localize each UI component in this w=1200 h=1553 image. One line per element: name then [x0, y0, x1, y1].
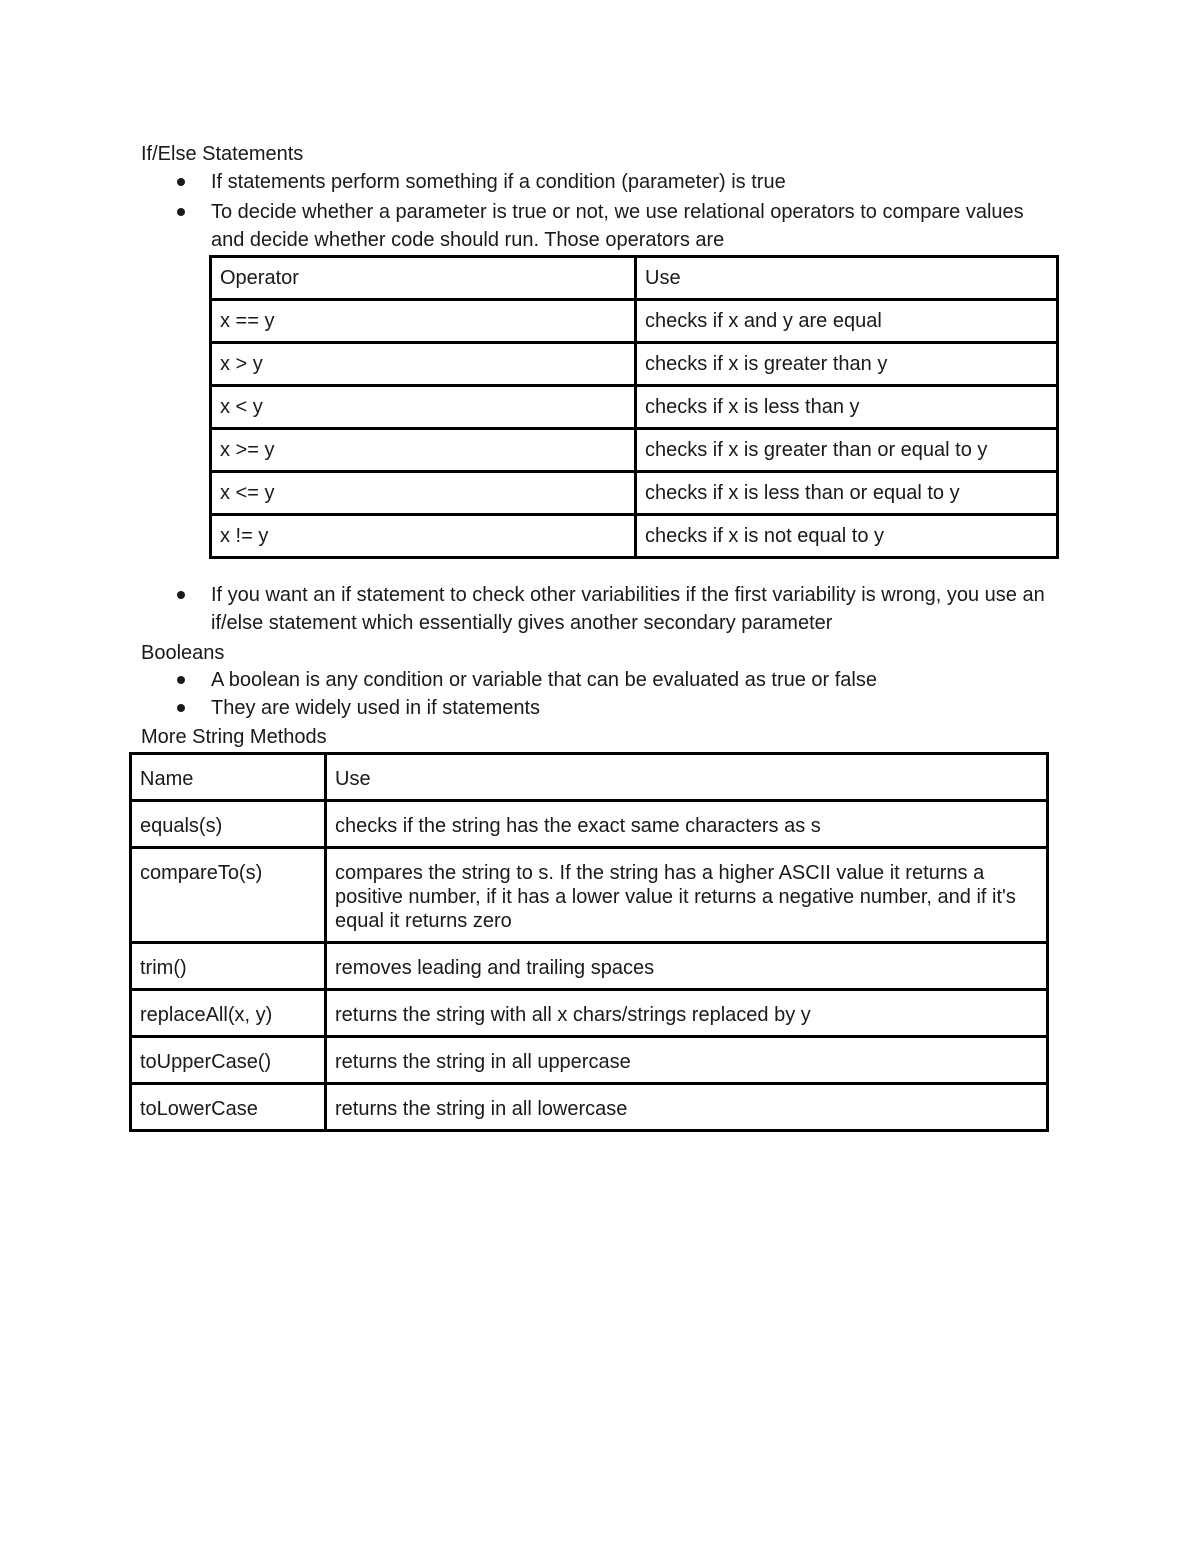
bullet-text: If statements perform something if a condition (parameter) is true: [211, 171, 786, 193]
operators-table: [209, 255, 1059, 559]
bullet-text: To decide whether a parameter is true or not, we use relational operators to compare values and decide whether code should run. Those operators are: [211, 201, 1024, 251]
bullet-icon: [177, 178, 185, 186]
use-cell: checks if x is not equal to y: [636, 515, 1058, 558]
method-use-cell: returns the string with all x chars/strings replaced by y: [326, 990, 1048, 1037]
string-methods-table: [129, 752, 1049, 1132]
operator-cell: x >= y: [211, 429, 636, 472]
bullet-text: A boolean is any condition or variable that can be evaluated as true or false: [211, 669, 877, 691]
table-header-row: [211, 257, 1058, 300]
use-cell: checks if x and y are equal: [636, 300, 1058, 343]
bullet-item: [211, 581, 1051, 637]
table-row: [131, 990, 1048, 1037]
use-cell: checks if x is greater than y: [636, 343, 1058, 386]
operator-cell: x > y: [211, 343, 636, 386]
bullet-item: [211, 694, 1051, 722]
table-header-cell: Use: [636, 257, 1058, 300]
operator-cell: x <= y: [211, 472, 636, 515]
bullet-text: They are widely used in if statements: [211, 697, 541, 719]
bullet-icon: [177, 591, 185, 599]
method-use-cell: removes leading and trailing spaces: [326, 943, 1048, 990]
use-cell: checks if x is less than or equal to y: [636, 472, 1058, 515]
table-row: [211, 429, 1058, 472]
method-use-cell: returns the string in all uppercase: [326, 1037, 1048, 1084]
method-name-cell: replaceAll(x, y): [131, 990, 326, 1037]
heading-if-else: If/Else Statements: [141, 143, 304, 165]
method-use-cell: checks if the string has the exact same characters as s: [326, 801, 1048, 848]
table-row: [211, 300, 1058, 343]
bullet-icon: [177, 208, 185, 216]
bullet-item: [211, 666, 1051, 694]
use-cell: checks if x is less than y: [636, 386, 1058, 429]
table-row: [131, 1084, 1048, 1131]
operator-cell: x < y: [211, 386, 636, 429]
method-name-cell: equals(s): [131, 801, 326, 848]
table-header-cell: Operator: [211, 257, 636, 300]
operator-cell: x != y: [211, 515, 636, 558]
table-row: [211, 515, 1058, 558]
table-header-cell: Name: [131, 754, 326, 801]
table-row: [131, 801, 1048, 848]
bullet-text: If you want an if statement to check other variabilities if the first variability is wrong, you use an if/else statement which essentially gives another secondary parameter: [211, 584, 1045, 634]
table-row: [131, 848, 1048, 943]
method-name-cell: compareTo(s): [131, 848, 326, 943]
table-row: [211, 472, 1058, 515]
method-use-cell: compares the string to s. If the string has a higher ASCII value it returns a positive number, if it has a lower value it returns a negative number, and if it's equal it returns zero: [326, 848, 1048, 943]
heading-string-methods: More String Methods: [141, 726, 327, 748]
method-name-cell: toLowerCase: [131, 1084, 326, 1131]
table-header-row: [131, 754, 1048, 801]
use-cell: checks if x is greater than or equal to y: [636, 429, 1058, 472]
table-row: [211, 386, 1058, 429]
heading-booleans: Booleans: [141, 642, 225, 664]
table-row: [131, 1037, 1048, 1084]
table-row: [211, 343, 1058, 386]
operator-cell: x == y: [211, 300, 636, 343]
bullet-item: [211, 198, 1051, 254]
table-row: [131, 943, 1048, 990]
method-use-cell: returns the string in all lowercase: [326, 1084, 1048, 1131]
method-name-cell: toUpperCase(): [131, 1037, 326, 1084]
bullet-icon: [177, 676, 185, 684]
bullet-item: [211, 168, 1051, 196]
method-name-cell: trim(): [131, 943, 326, 990]
bullet-icon: [177, 704, 185, 712]
table-header-cell: Use: [326, 754, 1048, 801]
